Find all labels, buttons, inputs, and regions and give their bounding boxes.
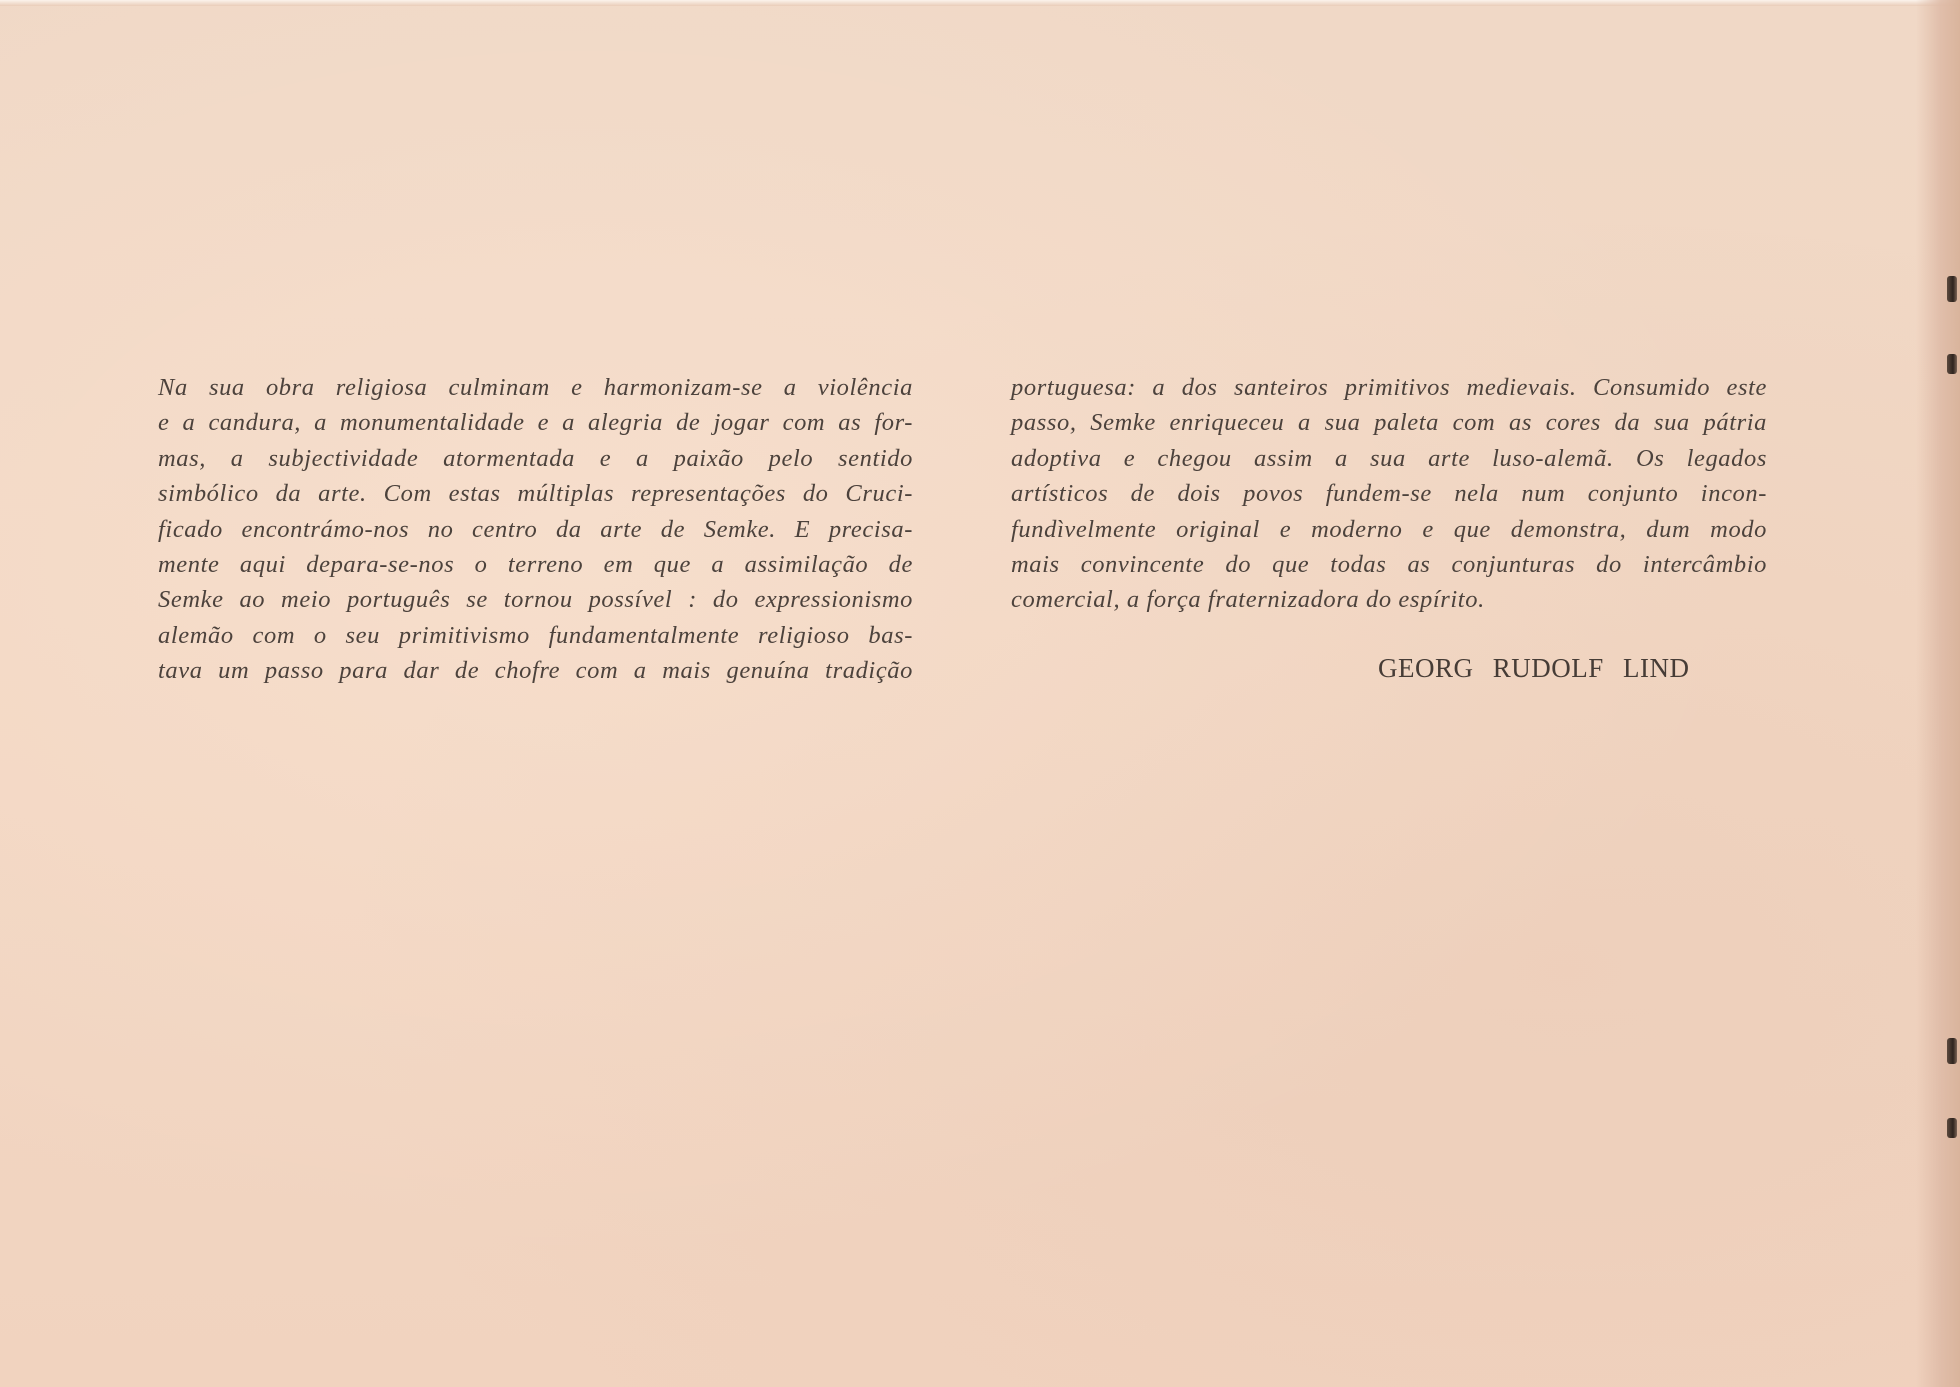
text-line: simbólico da arte. Com estas múltiplas representações do Cruci- [158, 480, 913, 508]
text-line: mais convincente do que todas as conjunturas do intercâmbio [1011, 551, 1767, 579]
left-text-column [158, 370, 913, 689]
staple-icon [1947, 1038, 1957, 1064]
text-line: portuguesa: a dos santeiros primitivos medievais. Consumido este [1011, 374, 1767, 401]
text-line: fundìvelmente original e moderno e que demonstra, dum modo [1011, 515, 1767, 543]
text-line: mente aqui depara-se-nos o terreno em que a assimilação de [158, 551, 913, 579]
right-text-column [1011, 370, 1767, 618]
binding-edge [1916, 0, 1960, 1387]
text-line: alemão com o seu primitivismo fundamentalmente religioso bas- [158, 621, 913, 649]
staple-icon [1947, 276, 1957, 302]
text-line: artísticos de dois povos fundem-se nela num conjunto incon- [1011, 480, 1767, 508]
text-line: passo, Semke enriqueceu a sua paleta com as cores da sua pátria [1011, 409, 1767, 437]
text-line: ficado encontrámo-nos no centro da arte de Semke. E precisa- [158, 515, 913, 543]
text-line: adoptiva e chegou assim a sua arte luso-alemã. Os legados [1011, 444, 1767, 472]
text-line: tava um passo para dar de chofre com a mais genuína tradição [158, 657, 913, 685]
text-line: comercial, a força fraternizadora do espírito. [1011, 586, 1485, 614]
staple-icon [1947, 354, 1957, 374]
text-line: Semke ao meio português se tornou possível : do expressionismo [158, 586, 913, 614]
staple-icon [1947, 1118, 1957, 1138]
text-line: Na sua obra religiosa culminam e harmonizam-se a violência [158, 374, 913, 401]
author-signature: GEORG RUDOLF LIND [1378, 653, 1690, 683]
text-line: mas, a subjectividade atormentada e a paixão pelo sentido [158, 444, 913, 472]
text-line: e a candura, a monumentalidade e a alegria de jogar com as for- [158, 409, 913, 437]
page-top-edge [0, 0, 1960, 6]
